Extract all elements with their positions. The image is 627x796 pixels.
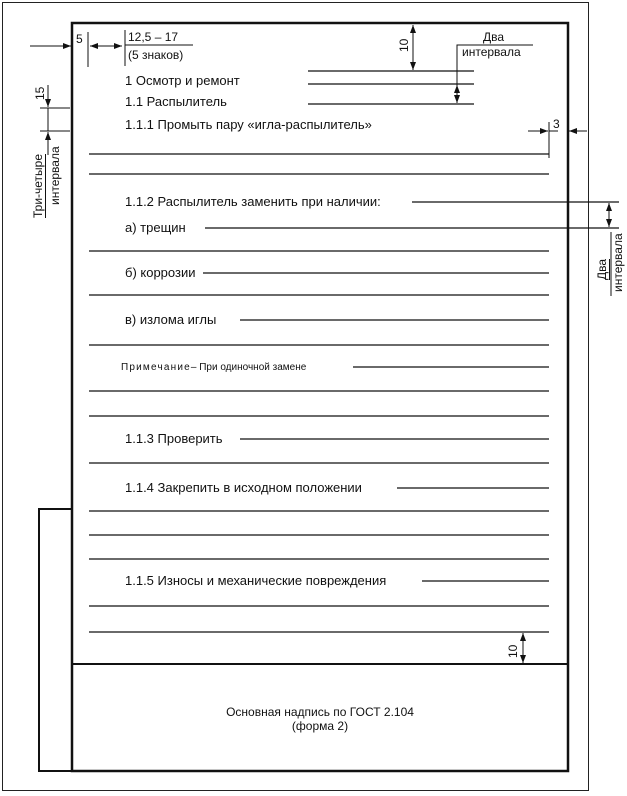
heading-1-1: 1.1 Распылитель bbox=[125, 94, 227, 109]
item-1-1-3: 1.1.3 Проверить bbox=[125, 431, 223, 446]
item-c: в) излома иглы bbox=[125, 312, 217, 327]
heading-1: 1 Осмотр и ремонт bbox=[125, 73, 240, 88]
dim-heading-offset: 15 bbox=[33, 86, 47, 100]
dim-right-margin: 3 bbox=[553, 117, 560, 131]
two-intervals-top-1: Два bbox=[483, 30, 505, 44]
two-intervals-top-2: интервала bbox=[462, 45, 521, 59]
note bbox=[121, 361, 306, 375]
two-intervals-right-2: интервала bbox=[611, 233, 625, 292]
title-block-line-1: Основная надпись по ГОСТ 2.104 bbox=[226, 705, 414, 719]
item-1-1-5: 1.1.5 Износы и механические повреждения bbox=[125, 573, 387, 588]
dim-indent-note: (5 знаков) bbox=[128, 48, 184, 62]
three-four-intervals-1: Три-четыре bbox=[31, 153, 45, 218]
dim-top: 10 bbox=[397, 38, 411, 52]
note-label: Примечание bbox=[121, 362, 191, 373]
three-four-intervals-2: интервала bbox=[48, 146, 62, 205]
item-1-1-2: 1.1.2 Распылитель заменить при наличии: bbox=[125, 194, 381, 209]
left-strip bbox=[39, 509, 72, 771]
dim-left-margin: 5 bbox=[76, 32, 83, 46]
item-a: а) трещин bbox=[125, 220, 186, 235]
dim-bottom: 10 bbox=[506, 644, 520, 658]
two-intervals-right-1: Два bbox=[595, 258, 609, 280]
inner-frame bbox=[72, 23, 568, 771]
title-block-line-2: (форма 2) bbox=[291, 719, 349, 733]
dim-indent: 12,5 – 17 bbox=[128, 30, 179, 44]
item-1-1-1: 1.1.1 Промыть пару «игла-распылитель» bbox=[125, 117, 372, 132]
item-b: б) коррозии bbox=[125, 265, 196, 280]
item-1-1-4: 1.1.4 Закрепить в исходном положении bbox=[125, 480, 362, 495]
note-text: – При одиночной замене bbox=[190, 362, 307, 373]
